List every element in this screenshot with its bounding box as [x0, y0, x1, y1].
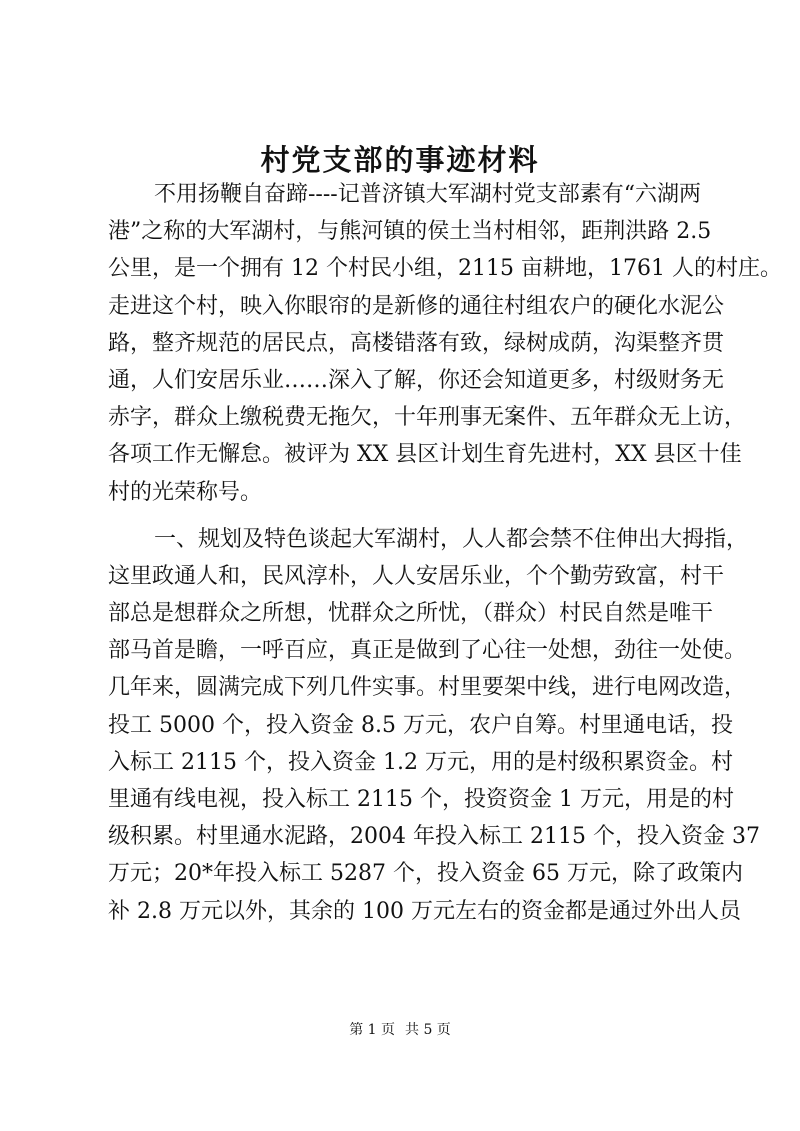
- text-line: 补 2.8 万元以外，其余的 100 万元左右的资金都是通过外出人员: [108, 898, 741, 924]
- text-line: 投工 5000 个，投入资金 8.5 万元，农户自筹。村里通电话，投: [108, 712, 733, 738]
- page-total: 共 5 页: [405, 1022, 451, 1038]
- text-line: 部总是想群众之所想，忧群众之所忧，（群众）村民自然是唯干: [108, 601, 714, 627]
- text-line: 不用扬鞭自奋蹄----记普济镇大军湖村党支部素有“六湖两: [154, 182, 701, 207]
- text-line: 公里，是一个拥有 12 个村民小组，2115 亩耕地，1761 人的村庄。: [108, 256, 782, 282]
- text-line: 部马首是瞻，一呼百应，真正是做到了心往一处想，劲往一处使。: [108, 638, 747, 664]
- text-line: 里通有线电视，投入标工 2115 个，投资资金 1 万元，用是的村: [108, 787, 734, 812]
- text-line: 通，人们安居乐业……深入了解，你还会知道更多，村级财务无: [108, 367, 725, 393]
- document-body: [108, 176, 782, 930]
- text-line: 这里政通人和，民风淳朴，人人安居乐业，个个勤劳致富，村干: [108, 563, 725, 589]
- text-line: 万元；20*年投入标工 5287 个，投入资金 65 万元，除了政策内: [108, 861, 743, 887]
- text-line: 级积累。村里通水泥路，2004 年投入标工 2115 个，投入资金 37: [108, 824, 760, 850]
- text-line: 赤字，群众上缴税费无拖欠，十年刑事无案件、五年群众无上访，: [108, 405, 747, 431]
- text-line: 路，整齐规范的居民点，高楼错落有致，绿树成荫，沟渠整齐贯: [108, 330, 725, 356]
- text-line: 走进这个村，映入你眼帘的是新修的通往村组农户的硬化水泥公: [108, 293, 725, 319]
- page-footer: [0, 1020, 800, 1040]
- text-line: 几年来，圆满完成下列几件实事。村里要架中线，进行电网改造，: [108, 675, 747, 701]
- document-title: 村党支部的事迹材料: [260, 143, 540, 177]
- text-line: 村的光荣称号。: [108, 479, 263, 505]
- page-number: 第 1 页: [349, 1022, 395, 1038]
- text-line: 入标工 2115 个，投入资金 1.2 万元，用的是村级积累资金。村: [108, 749, 733, 775]
- text-line: 港”之称的大军湖村，与熊河镇的侯土当村相邻，距荆洪路 2.5: [108, 219, 712, 245]
- paragraph-gap: [108, 511, 700, 521]
- paragraph-2: [108, 521, 760, 930]
- text-line: 一、规划及特色谈起大军湖村，人人都会禁不住伸出大拇指，: [154, 526, 749, 552]
- paragraph-1: [108, 176, 782, 511]
- text-line: 各项工作无懈怠。被评为 XX 县区计划生育先进村，XX 县区十佳: [108, 442, 742, 468]
